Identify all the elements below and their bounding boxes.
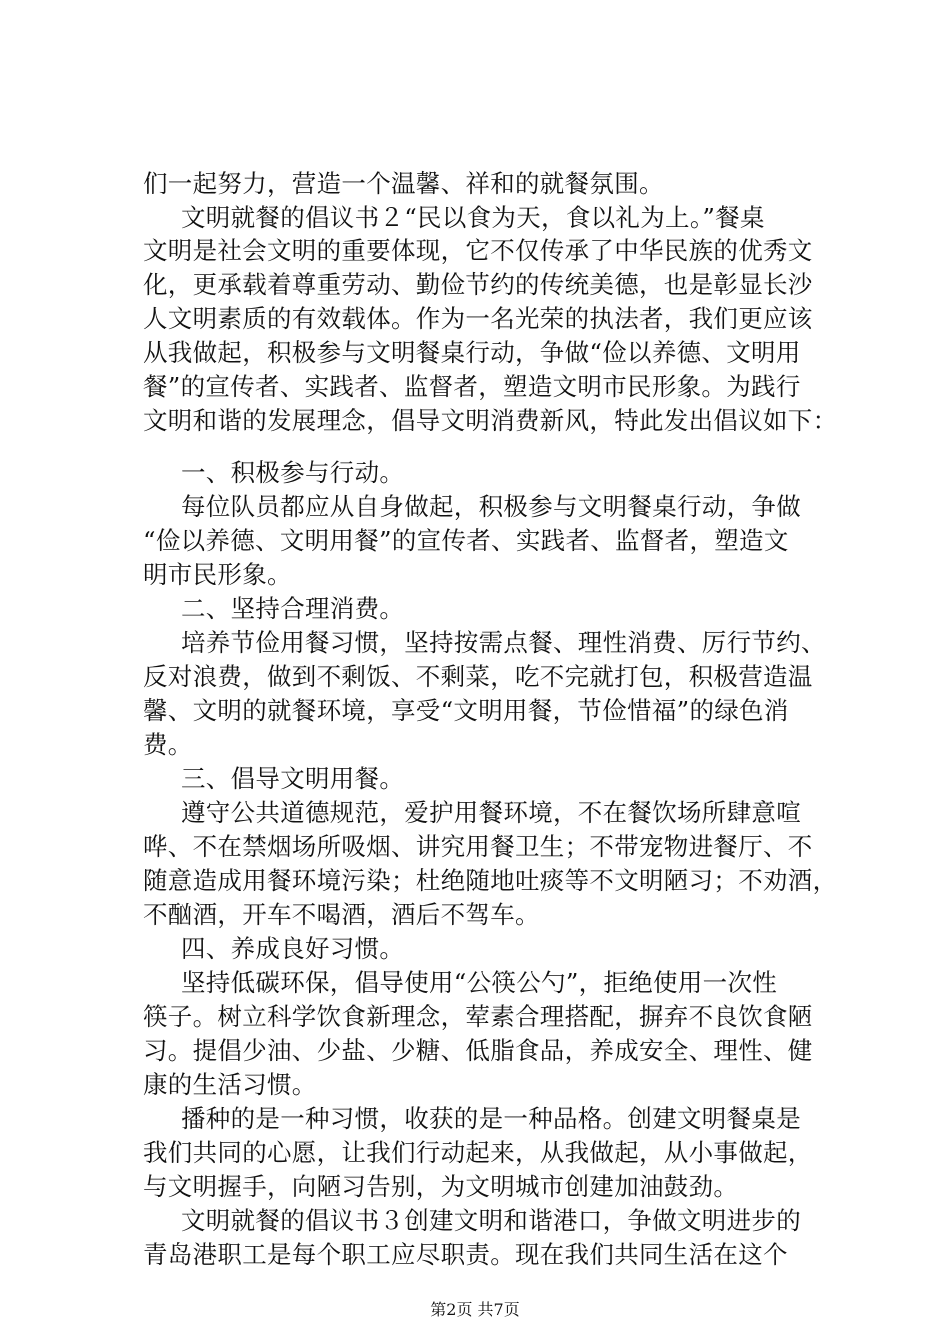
text-line: 康的生活习惯。	[143, 1070, 317, 1099]
text-line: 反对浪费，做到不剩饭、不剩菜，吃不完就打包，积极营造温	[143, 662, 813, 691]
section-heading: 一、积极参与行动。	[181, 458, 405, 487]
text-line: 人文明素质的有效载体。作为一名光荣的执法者，我们更应该	[143, 304, 813, 333]
text-line: 每位队员都应从自身做起，积极参与文明餐桌行动，争做	[181, 492, 801, 521]
text-line: 文明是社会文明的重要体现，它不仅传承了中华民族的优秀文	[143, 236, 813, 265]
text-line: 们一起努力，营造一个温馨、祥和的就餐氛围。	[143, 169, 664, 198]
page-footer: 第2页 共7页	[430, 1300, 520, 1319]
text-line: 习。提倡少油、少盐、少糖、低脂食品，养成安全、理性、健	[143, 1036, 813, 1065]
text-line: 文明和谐的发展理念，倡导文明消费新风，特此发出倡议如下：	[143, 406, 838, 435]
text-line: 播种的是一种习惯，收获的是一种品格。创建文明餐桌是	[181, 1104, 801, 1133]
text-line: 文明就餐的倡议书２“民以食为天，食以礼为上。”餐桌	[181, 203, 765, 232]
text-line: “俭以养德、文明用餐”的宣传者、实践者、监督者，塑造文	[143, 526, 789, 555]
text-line: 不酗酒，开车不喝酒，酒后不驾车。	[143, 900, 540, 929]
text-line: 化，更承载着尊重劳动、勤俭节约的传统美德，也是彰显长沙	[143, 270, 813, 299]
text-line: 餐”的宣传者、实践者、监督者，塑造文明市民形象。为践行	[143, 372, 801, 401]
section-heading: 四、养成良好习惯。	[181, 934, 405, 963]
text-line: 馨、文明的就餐环境，享受“文明用餐，节俭惜福”的绿色消	[143, 696, 789, 725]
text-line: 坚持低碳环保，倡导使用“公筷公勺”，拒绝使用一次性	[181, 968, 778, 997]
text-line: 随意造成用餐环境污染；杜绝随地吐痰等不文明陋习；不劝酒，	[143, 866, 838, 895]
text-line: 从我做起，积极参与文明餐桌行动，争做“俭以养德、文明用	[143, 338, 801, 367]
text-line: 青岛港职工是每个职工应尽职责。现在我们共同生活在这个	[143, 1240, 788, 1269]
text-line: 筷子。树立科学饮食新理念，荤素合理搭配，摒弃不良饮食陋	[143, 1002, 813, 1031]
text-line: 哗、不在禁烟场所吸烟、讲究用餐卫生；不带宠物进餐厅、不	[143, 832, 813, 861]
text-line: 文明就餐的倡议书３创建文明和谐港口，争做文明进步的	[181, 1206, 801, 1235]
text-line: 培养节俭用餐习惯，坚持按需点餐、理性消费、厉行节约、	[181, 628, 826, 657]
text-line: 遵守公共道德规范，爱护用餐环境，不在餐饮场所肆意喧	[181, 798, 801, 827]
text-line: 费。	[143, 730, 193, 759]
text-line: 明市民形象。	[143, 560, 292, 589]
section-heading: 三、倡导文明用餐。	[181, 764, 405, 793]
text-line: 我们共同的心愿，让我们行动起来，从我做起，从小事做起，	[143, 1138, 813, 1167]
text-line: 与文明握手，向陋习告别，为文明城市创建加油鼓劲。	[143, 1172, 739, 1201]
section-heading: 二、坚持合理消费。	[181, 594, 405, 623]
